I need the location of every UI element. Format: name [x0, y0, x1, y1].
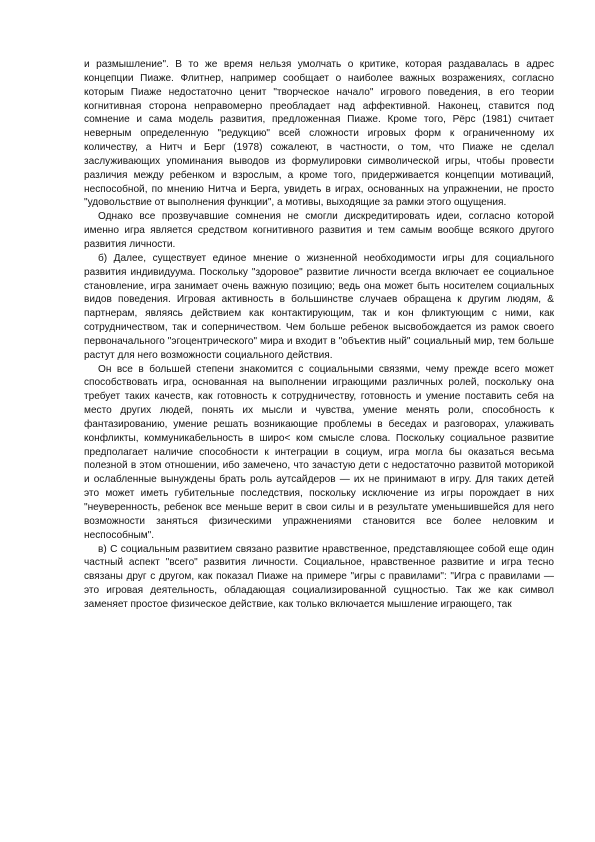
- paragraph-2: Однако все прозвучавшие сомнения не смогли дискредитировать идеи, согласно которой именно игра является средством когнитивного развития и тем самым вообще всякого другого развития личности.: [84, 211, 554, 250]
- paragraph-4: Он все в большей степени знакомится с социальными связями, чему прежде всего может способствовать игра, основанная на выполнении играющими различных ролей, поскольку она требует таких качеств, как готовность к сотрудничеству, готовность и умение поставить себя на место других людей, понять их мысли и чувства, умение менять роли, способность к фантазированию, умение решать возникающие проблемы в беседах и разговорах, улаживать конфликты, коммуникабельность в широ< ком смысле слова. Поскольку социальное развитие предполагает наличие способности к интеграции в социум, игра могла бы оказаться весьма полезной в этом отношении, ибо замечено, что зачастую дети с недостаточно развитой моторикой и ослабленные вынуждены брать роль аутсайдеров — их не принимают в игру. Для таких детей это может иметь губительные последствия, поскольку исключение из игры порождает в них "неуверенность, ребенок все меньше верит в свои силы и в результате уменьшившейся для него возможности заняться физическими упражнениями становится все более неловким и неспособным".: [84, 363, 554, 541]
- paragraph-1: и размышление". В то же время нельзя умолчать о критике, которая раздавалась в адрес концепции Пиаже. Флитнер, например сообщает о наиболее важных возражениях, согласно которым Пиаже недостаточно ценит "творческое начало" игрового поведения, в его теории когнитивная сторона неправомерно преобладает над аффективной. Наконец, ставится под сомнение и сама модель развития, предложенная Пиаже. Кроме того, Рёрс (1981) считает неверным определенную "редукцию" всей сложности игровых форм к ограниченному их количеству, а Нитч и Берг (1978) сожалеют, в частности, о том, что Пиаже не сделал заслуживающих упоминания выводов из формулировки символической игры, чтобы провести различия между ребенком и взрослым, а кроме того, придерживается концепции мотиваций, неспособной, по мнению Нитча и Берга, увидеть в играх, основанных на упражнении, не просто "удовольствие от выполнения функции", а мотивы, выходящие за рамки этого ощущения.: [84, 59, 554, 209]
- paragraph-5: в) С социальным развитием связано развитие нравственное, представляющее собой еще один частный аспект "всего" развития личности. Социальное, нравственное развитие и игра тесно связаны друг с другом, как показал Пиаже на примере "игры с правилами": "Игра с правилами — это игровая деятельность, обладающая социализированной сущностью. Так же как символ заменяет простое физическое действие, как только включается мышление играющего, так: [84, 543, 554, 610]
- paragraph-3: б) Далее, существует единое мнение о жизненной необходимости игры для социального развития индивидуума. Поскольку "здоровое" развитие личности всегда включает ее социальное становление, игра занимает очень важную позицию; ведь она может быть носителем социальных видов поведения. Игровая активность в большинстве случаев обращена к другим людям, & партнерам, являясь действием как контактирующим, так и кон фликтующим с ними, как сотрудничеством, так и соперничеством. Чем больше ребенок высвобождается из рамок своего первоначального "эгоцентрического" мира и входит в "объектив ный" социальный мир, тем больше растут для него возможности социального действия.: [84, 252, 554, 361]
- document-page: [84, 58, 554, 612]
